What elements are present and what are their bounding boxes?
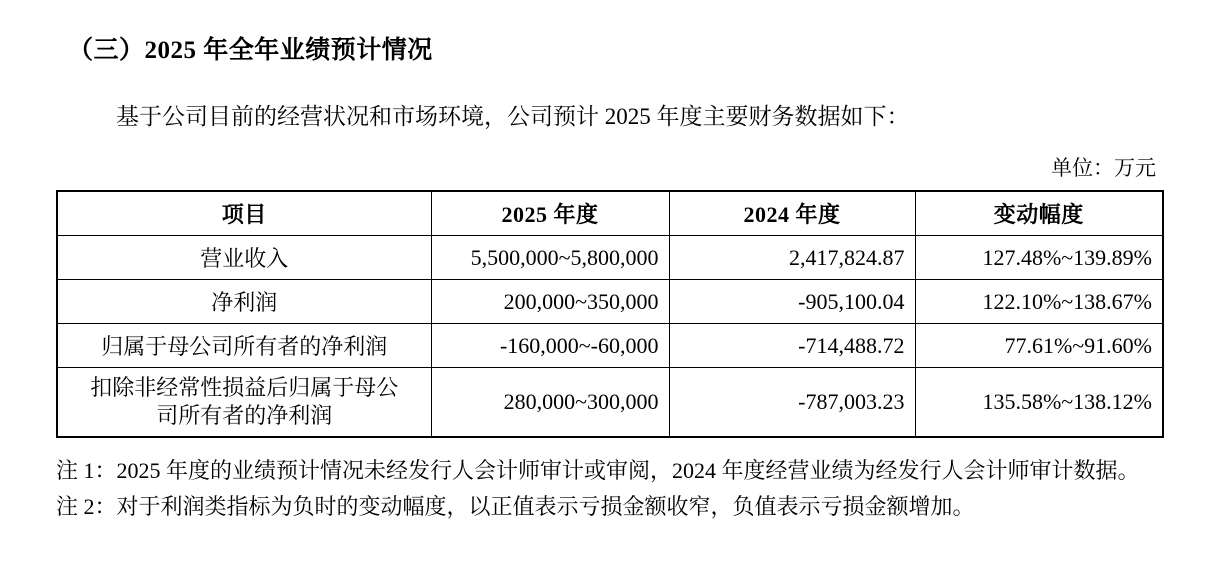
row-value-change: 122.10%~138.67% xyxy=(915,280,1163,324)
row-value-2024: -905,100.04 xyxy=(669,280,915,324)
row-value-2025: 200,000~350,000 xyxy=(431,280,669,324)
column-header-item: 项目 xyxy=(57,191,431,236)
table-header-row xyxy=(57,191,1163,236)
unit-label: 单位：万元 xyxy=(1051,156,1156,180)
row-value-change: 135.58%~138.12% xyxy=(915,368,1163,438)
row-item-label xyxy=(57,368,431,438)
column-header-2024: 2024 年度 xyxy=(669,191,915,236)
table-row xyxy=(57,324,1163,368)
note-1: 注 1：2025 年度的业绩预计情况未经发行人会计师审计或审阅，2024 年度经营业绩为经发行人会计师审计数据。 xyxy=(56,458,1140,483)
intro-paragraph: 基于公司目前的经营状况和市场环境，公司预计 2025 年度主要财务数据如下： xyxy=(116,104,910,129)
row-value-change: 77.61%~91.60% xyxy=(915,324,1163,368)
note-2: 注 2：对于利润类指标为负时的变动幅度，以正值表示亏损金额收窄，负值表示亏损金额增加。 xyxy=(56,494,975,519)
row-item-label: 净利润 xyxy=(57,280,431,324)
row-value-change: 127.48%~139.89% xyxy=(915,236,1163,280)
row-item-label: 归属于母公司所有者的净利润 xyxy=(57,324,431,368)
row-item-label-line2: 司所有者的净利润 xyxy=(156,403,333,428)
row-value-2025: -160,000~-60,000 xyxy=(431,324,669,368)
row-value-2024: -714,488.72 xyxy=(669,324,915,368)
table-notes xyxy=(56,455,1166,523)
row-item-label: 营业收入 xyxy=(57,236,431,280)
row-value-2025: 5,500,000~5,800,000 xyxy=(431,236,669,280)
column-header-change: 变动幅度 xyxy=(915,191,1163,236)
row-value-2024: -787,003.23 xyxy=(669,368,915,438)
row-value-2024: 2,417,824.87 xyxy=(669,236,915,280)
row-item-label-line1: 扣除非经常性损益后归属于母公 xyxy=(90,375,399,400)
financial-table-container xyxy=(56,190,1162,438)
table-row xyxy=(57,280,1163,324)
table-row xyxy=(57,368,1163,438)
row-value-2025: 280,000~300,000 xyxy=(431,368,669,438)
table-row xyxy=(57,236,1163,280)
section-heading: （三）2025 年全年业绩预计情况 xyxy=(68,37,433,64)
financial-table xyxy=(56,190,1164,438)
column-header-2025: 2025 年度 xyxy=(431,191,669,236)
